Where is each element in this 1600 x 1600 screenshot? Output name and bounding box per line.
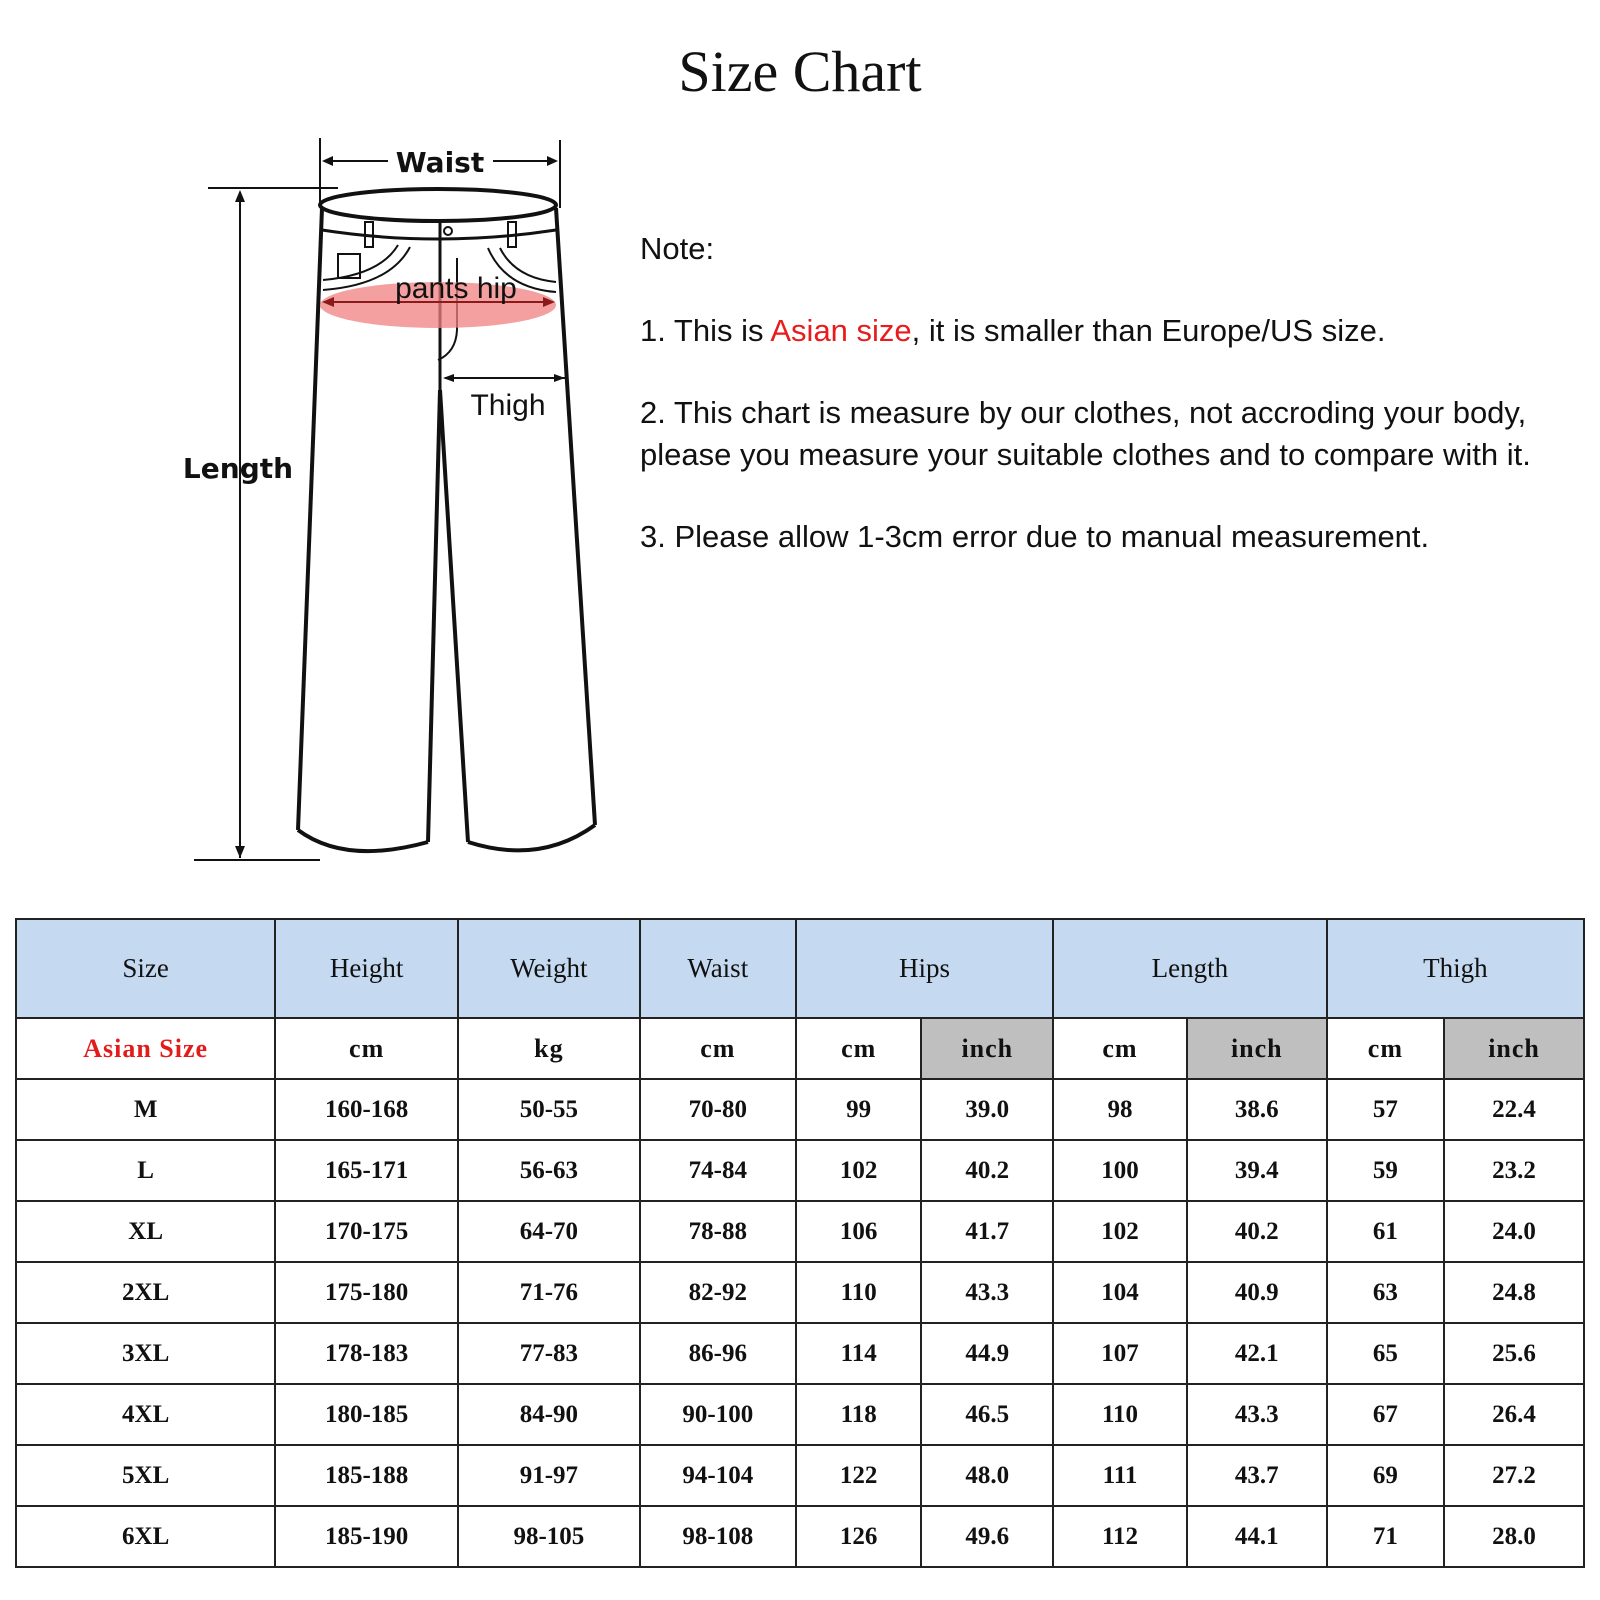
cell: 44.9 — [921, 1323, 1053, 1384]
cell: 98 — [1053, 1079, 1187, 1140]
cell: 38.6 — [1187, 1079, 1327, 1140]
asian-size-highlight: Asian size — [770, 313, 912, 348]
note-item-3: 3. Please allow 1-3cm error due to manual measurement. — [640, 519, 1430, 554]
table-row — [16, 1323, 1584, 1384]
cell: 42.1 — [1187, 1323, 1327, 1384]
note-item-2 — [640, 392, 1540, 476]
cell: 69 — [1327, 1445, 1444, 1506]
cell: 107 — [1053, 1323, 1187, 1384]
pants-diagram — [170, 130, 620, 890]
note-1-text-end: , it is smaller than Europe/US size. — [911, 313, 1386, 348]
cell: 98-105 — [458, 1506, 640, 1567]
header-length: Length — [1053, 919, 1327, 1018]
cell: 71-76 — [458, 1262, 640, 1323]
cell: 40.2 — [1187, 1201, 1327, 1262]
unit-cell-inch: inch — [1187, 1018, 1327, 1079]
table-row — [16, 1506, 1584, 1567]
notes-heading: Note: — [640, 231, 715, 266]
cell: XL — [16, 1201, 275, 1262]
cell: 4XL — [16, 1384, 275, 1445]
table-row — [16, 1445, 1584, 1506]
cell: 102 — [1053, 1201, 1187, 1262]
header-weight: Weight — [458, 919, 640, 1018]
length-label: Length — [182, 452, 294, 485]
cell: 185-190 — [275, 1506, 458, 1567]
cell: 24.8 — [1444, 1262, 1584, 1323]
cell: 56-63 — [458, 1140, 640, 1201]
size-table — [15, 918, 1585, 1568]
cell: 90-100 — [640, 1384, 796, 1445]
cell: 180-185 — [275, 1384, 458, 1445]
cell: 61 — [1327, 1201, 1444, 1262]
cell: 40.9 — [1187, 1262, 1327, 1323]
table-row — [16, 1201, 1584, 1262]
cell: 49.6 — [921, 1506, 1053, 1567]
cell: 102 — [796, 1140, 922, 1201]
cell: 106 — [796, 1201, 922, 1262]
note-2-line-1: 2. This chart is measure by our clothes, not accroding your body, — [640, 395, 1527, 430]
cell: 98-108 — [640, 1506, 796, 1567]
cell: 48.0 — [921, 1445, 1053, 1506]
unit-cell-inch: inch — [921, 1018, 1053, 1079]
unit-cell-inch: inch — [1444, 1018, 1584, 1079]
cell: 46.5 — [921, 1384, 1053, 1445]
cell: 71 — [1327, 1506, 1444, 1567]
unit-cell: cm — [1053, 1018, 1187, 1079]
cell: 64-70 — [458, 1201, 640, 1262]
note-1-text-start: 1. This is — [640, 313, 771, 348]
cell: 104 — [1053, 1262, 1187, 1323]
unit-cell: cm — [275, 1018, 458, 1079]
cell: 94-104 — [640, 1445, 796, 1506]
cell: 26.4 — [1444, 1384, 1584, 1445]
cell: 70-80 — [640, 1079, 796, 1140]
cell: M — [16, 1079, 275, 1140]
cell: 82-92 — [640, 1262, 796, 1323]
cell: 57 — [1327, 1079, 1444, 1140]
cell: 110 — [1053, 1384, 1187, 1445]
cell: 41.7 — [921, 1201, 1053, 1262]
cell: 170-175 — [275, 1201, 458, 1262]
header-height: Height — [275, 919, 458, 1018]
asian-size-label: Asian Size — [16, 1018, 275, 1079]
cell: 63 — [1327, 1262, 1444, 1323]
header-row — [16, 919, 1584, 1018]
cell: 23.2 — [1444, 1140, 1584, 1201]
cell: 77-83 — [458, 1323, 640, 1384]
cell: 22.4 — [1444, 1079, 1584, 1140]
note-2-line-2: please you measure your suitable clothes and to compare with it. — [640, 437, 1531, 472]
header-thigh: Thigh — [1327, 919, 1584, 1018]
cell: 43.3 — [921, 1262, 1053, 1323]
cell: 100 — [1053, 1140, 1187, 1201]
cell: 118 — [796, 1384, 922, 1445]
table-row — [16, 1262, 1584, 1323]
cell: 28.0 — [1444, 1506, 1584, 1567]
note-item-1 — [640, 310, 1540, 352]
cell: 40.2 — [921, 1140, 1053, 1201]
cell: 39.4 — [1187, 1140, 1327, 1201]
cell: 160-168 — [275, 1079, 458, 1140]
cell: 43.7 — [1187, 1445, 1327, 1506]
cell: 110 — [796, 1262, 922, 1323]
cell: 2XL — [16, 1262, 275, 1323]
cell: 122 — [796, 1445, 922, 1506]
cell: 65 — [1327, 1323, 1444, 1384]
cell: 44.1 — [1187, 1506, 1327, 1567]
cell: 43.3 — [1187, 1384, 1327, 1445]
thigh-label: Thigh — [470, 389, 546, 422]
cell: 185-188 — [275, 1445, 458, 1506]
page-title: Size Chart — [678, 39, 922, 104]
cell: 114 — [796, 1323, 922, 1384]
cell: 126 — [796, 1506, 922, 1567]
header-hips: Hips — [796, 919, 1053, 1018]
header-waist: Waist — [640, 919, 796, 1018]
cell: 91-97 — [458, 1445, 640, 1506]
cell: 6XL — [16, 1506, 275, 1567]
cell: 5XL — [16, 1445, 275, 1506]
cell: 111 — [1053, 1445, 1187, 1506]
table-row — [16, 1384, 1584, 1445]
cell: 50-55 — [458, 1079, 640, 1140]
cell: 59 — [1327, 1140, 1444, 1201]
unit-cell: kg — [458, 1018, 640, 1079]
cell: L — [16, 1140, 275, 1201]
waist-label: Waist — [395, 146, 485, 179]
cell: 84-90 — [458, 1384, 640, 1445]
table-row — [16, 1079, 1584, 1140]
notes-section — [640, 228, 1540, 598]
unit-cell: cm — [796, 1018, 922, 1079]
cell: 67 — [1327, 1384, 1444, 1445]
cell: 112 — [1053, 1506, 1187, 1567]
unit-cell: cm — [1327, 1018, 1444, 1079]
cell: 74-84 — [640, 1140, 796, 1201]
unit-cell: cm — [640, 1018, 796, 1079]
cell: 165-171 — [275, 1140, 458, 1201]
cell: 24.0 — [1444, 1201, 1584, 1262]
cell: 175-180 — [275, 1262, 458, 1323]
cell: 78-88 — [640, 1201, 796, 1262]
cell: 27.2 — [1444, 1445, 1584, 1506]
cell: 3XL — [16, 1323, 275, 1384]
table-row — [16, 1140, 1584, 1201]
cell: 178-183 — [275, 1323, 458, 1384]
units-row — [16, 1018, 1584, 1079]
cell: 39.0 — [921, 1079, 1053, 1140]
cell: 99 — [796, 1079, 922, 1140]
cell: 25.6 — [1444, 1323, 1584, 1384]
header-size: Size — [16, 919, 275, 1018]
cell: 86-96 — [640, 1323, 796, 1384]
hip-label: pants hip — [395, 272, 517, 305]
